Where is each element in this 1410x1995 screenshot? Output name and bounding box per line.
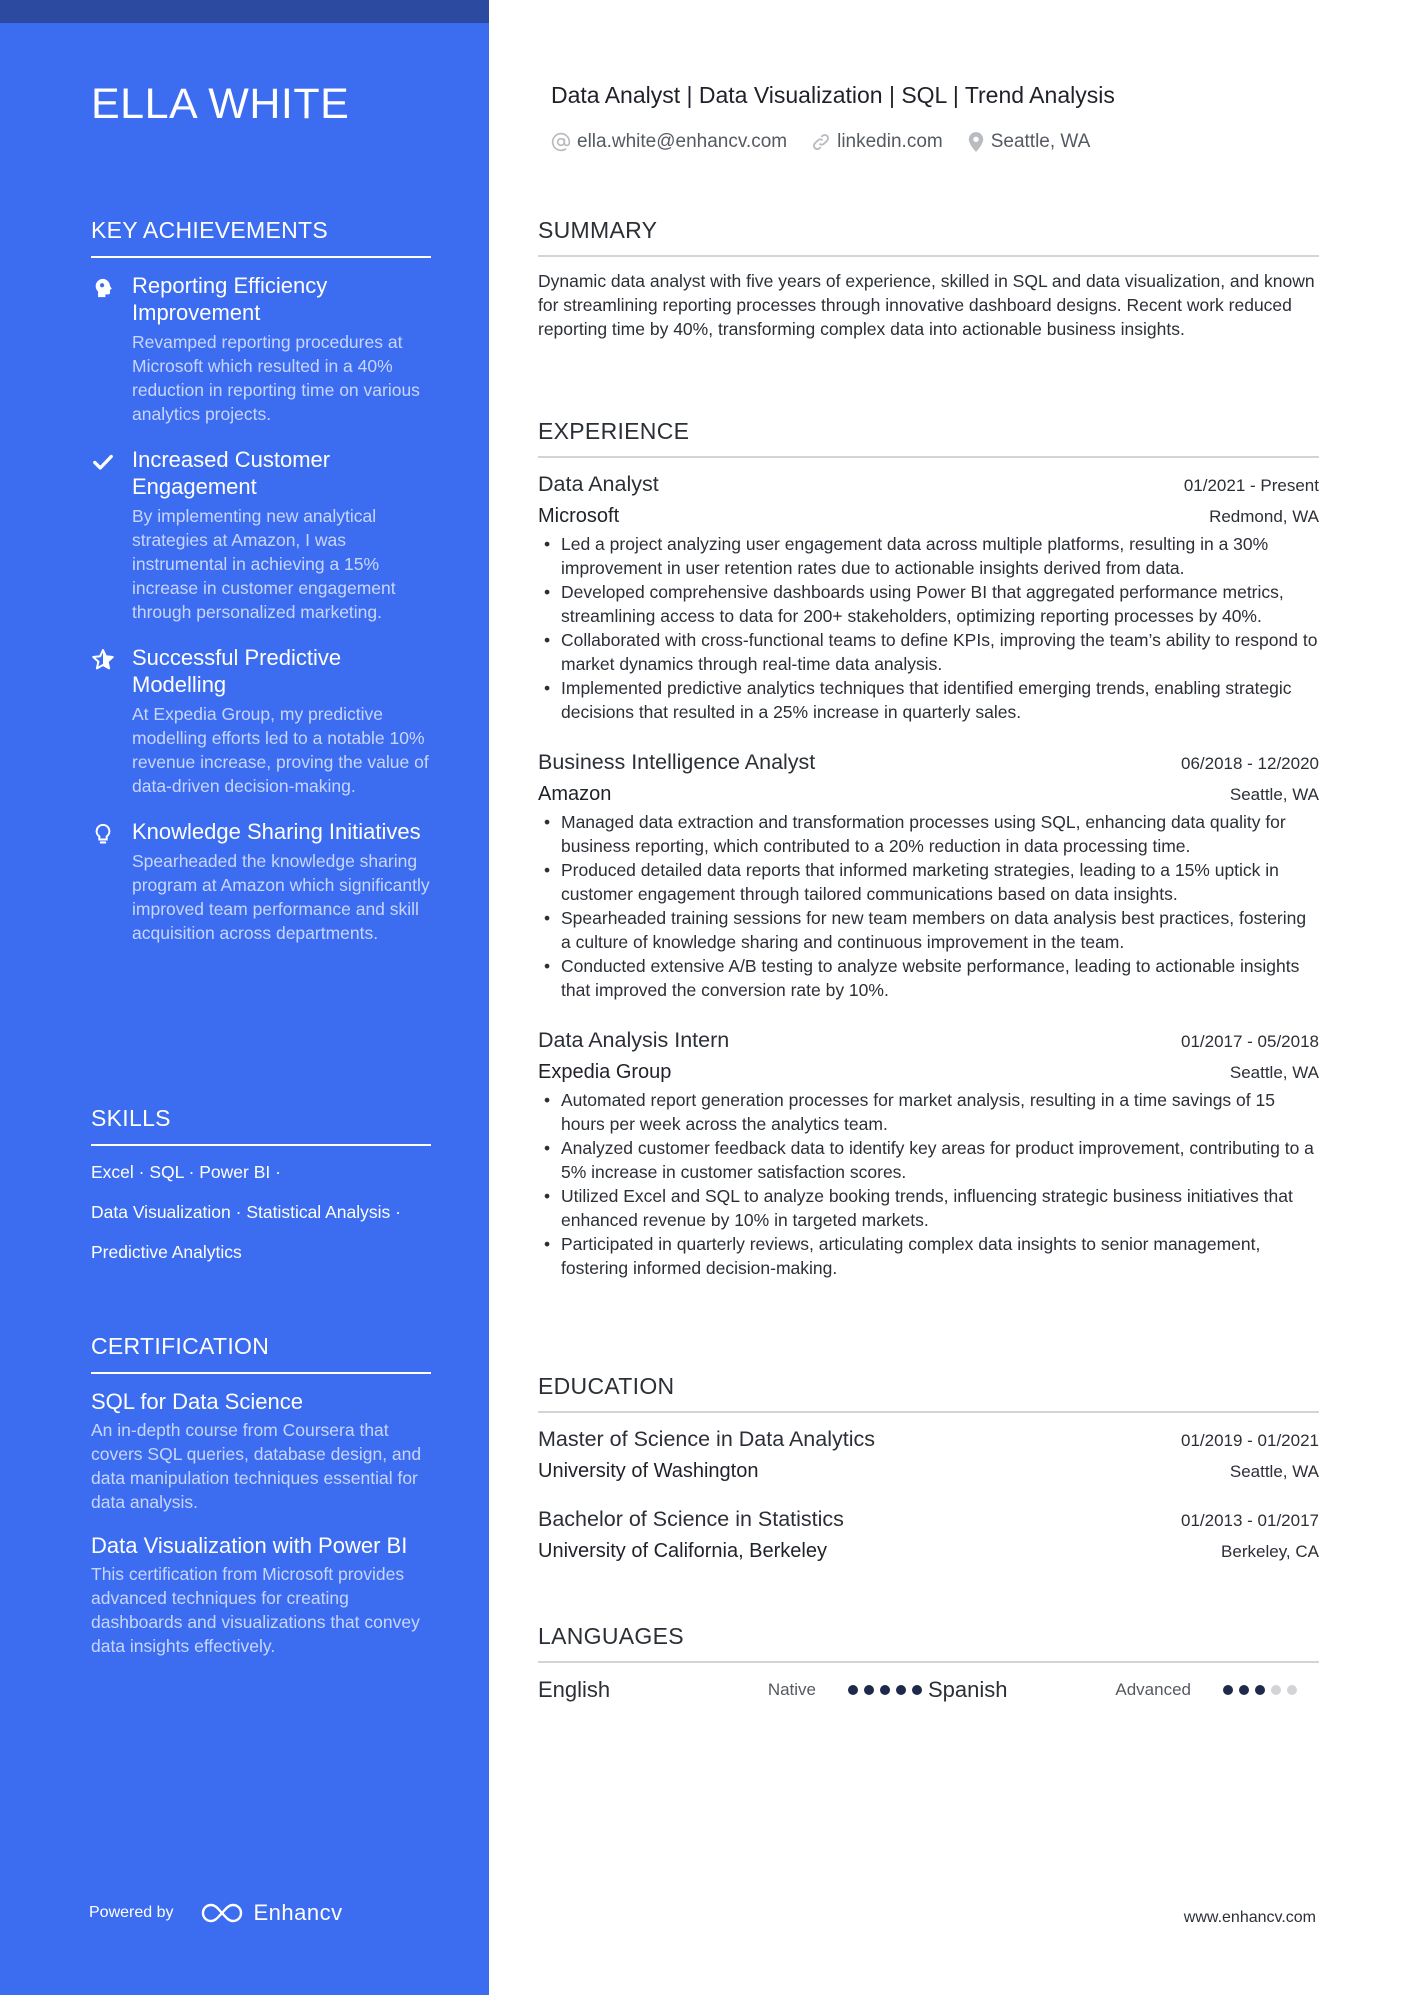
language-item [928, 1677, 1318, 1703]
sidebar [0, 0, 489, 1995]
bullet-item: • Produced detailed data reports that informed marketing strategies, leading to a 15% uptick in customer engagement through tailored communications based on data insights. [538, 858, 1319, 906]
language-rating [848, 1685, 928, 1695]
skills-line: Excel · SQL · Power BI · [91, 1162, 281, 1182]
bullet-item: • Led a project analyzing user engagement data across multiple platforms, resulting in a 30% improvement in user retention rates due to actionable insights derived from data. [538, 532, 1319, 580]
education-heading: EDUCATION [538, 1373, 1319, 1413]
rating-dot-filled [912, 1685, 922, 1695]
company-name: Expedia Group [538, 1061, 672, 1083]
job-location: Seattle, WA [1229, 785, 1319, 804]
certification-item [91, 1532, 431, 1658]
skills-section [91, 1105, 431, 1280]
experience-entry [538, 472, 1319, 724]
rating-dot-filled [896, 1685, 906, 1695]
language-rating [1223, 1685, 1303, 1695]
bullet-item: • Participated in quarterly reviews, articulating complex data insights to senior management, fostering informed decision-making. [538, 1232, 1319, 1280]
job-title: Business Intelligence Analyst [538, 750, 816, 774]
powered-by-label: Powered by [89, 1904, 174, 1921]
star-icon [91, 648, 115, 672]
enhancv-mark-icon [200, 1901, 246, 1925]
experience-section [538, 418, 1319, 1280]
experience-entry [538, 1028, 1319, 1280]
enhancv-logo[interactable] [200, 1900, 343, 1926]
job-dates: 01/2017 - 05/2018 [1180, 1032, 1319, 1051]
language-item [538, 1677, 928, 1703]
contact-email-text: ella.white@enhancv.com [577, 131, 788, 152]
summary-text: Dynamic data analyst with five years of experience, skilled in SQL and data visualization, and known for streamlining reporting processes through innovative dashboard designs. Recent work reduced reporting time by 40%, transforming complex data into actionable business insights. [538, 271, 1315, 339]
skills-heading: SKILLS [91, 1105, 431, 1146]
job-bullets [538, 1088, 1319, 1280]
achievement-description: At Expedia Group, my predictive modelling efforts led to a notable 10% revenue increase, proving the value of data-driven decision-making. [132, 704, 429, 796]
at-icon [551, 132, 571, 152]
achievement-description: Spearheaded the knowledge sharing program at Amazon which significantly improved team performance and skill acquisition across departments. [132, 851, 430, 943]
skills-list [91, 1160, 431, 1264]
language-name: Spanish [928, 1677, 1008, 1702]
contact-location [967, 131, 1091, 153]
rating-dot-filled [1223, 1685, 1233, 1695]
certification-description: An in-depth course from Coursera that covers SQL queries, database design, and data manipulation techniques essential for data analysis. [91, 1420, 422, 1512]
languages-heading: LANGUAGES [538, 1623, 1319, 1663]
contact-linkedin[interactable] [811, 131, 943, 153]
enhancv-wordmark: Enhancv [253, 1900, 343, 1925]
certification-item [91, 1388, 431, 1514]
summary-section [538, 217, 1319, 341]
contact-location-text: Seattle, WA [990, 131, 1091, 152]
experience-entry [538, 750, 1319, 1002]
location-pin-icon [967, 131, 985, 153]
summary-heading: SUMMARY [538, 217, 1319, 257]
bullet-item: • Conducted extensive A/B testing to analyze website performance, leading to actionable insights that improved the conversion rate by 10%. [538, 954, 1319, 1002]
bullet-item: • Managed data extraction and transformation processes using SQL, enhancing data quality for business reporting, which contributed to a 20% reduction in data processing time. [538, 810, 1319, 858]
bullet-item: • Utilized Excel and SQL to analyze booking trends, influencing strategic business initiatives that enhanced revenue by 10% in targeted markets. [538, 1184, 1319, 1232]
bullet-item: • Spearheaded training sessions for new team members on data analysis best practices, fostering a culture of knowledge sharing and continuous improvement in the team. [538, 906, 1319, 954]
language-name: English [538, 1677, 611, 1702]
degree-title: Bachelor of Science in Statistics [538, 1507, 844, 1531]
footer-url[interactable]: www.enhancv.com [1183, 1909, 1316, 1926]
rating-dot-empty [1287, 1685, 1297, 1695]
language-level: Native [767, 1680, 816, 1699]
key-achievements-heading: KEY ACHIEVEMENTS [91, 217, 431, 258]
school-name: University of Washington [538, 1460, 759, 1482]
contact-email[interactable] [551, 131, 787, 153]
degree-title: Master of Science in Data Analytics [538, 1427, 875, 1451]
school-location: Berkeley, CA [1221, 1542, 1319, 1561]
check-icon [91, 450, 115, 474]
languages-section [538, 1623, 1319, 1703]
education-entry [538, 1427, 1319, 1483]
certification-section [91, 1333, 431, 1676]
education-entry [538, 1507, 1319, 1563]
achievement-title: Successful Predictive Modelling [132, 645, 342, 697]
bullet-item: • Implemented predictive analytics techniques that identified emerging trends, enabling strategic decisions that resulted in a 25% increase in quarterly sales. [538, 676, 1319, 724]
key-achievements-section [91, 217, 431, 965]
achievement-description: By implementing new analytical strategies at Amazon, I was instrumental in achieving a 15% increase in customer engagement through personalized marketing. [132, 506, 396, 622]
headline: Data Analyst | Data Visualization | SQL | Trend Analysis [551, 82, 1115, 108]
job-location: Seattle, WA [1229, 1063, 1319, 1082]
education-dates: 01/2013 - 01/2017 [1180, 1511, 1319, 1530]
job-title: Data Analysis Intern [538, 1028, 730, 1052]
certification-description: This certification from Microsoft provides advanced techniques for creating dashboards and visualizations that convey data insights effectively. [91, 1564, 420, 1656]
achievement-item [91, 818, 431, 945]
job-dates: 01/2021 - Present [1183, 476, 1319, 495]
certification-heading: CERTIFICATION [91, 1333, 431, 1374]
achievement-item [91, 446, 431, 624]
sidebar-top-bar [0, 0, 489, 23]
brain-head-icon [91, 276, 115, 300]
certification-title: Data Visualization with Power BI [91, 1533, 408, 1558]
rating-dot-filled [1255, 1685, 1265, 1695]
experience-heading: EXPERIENCE [538, 418, 1319, 458]
education-dates: 01/2019 - 01/2021 [1180, 1431, 1319, 1450]
school-location: Seattle, WA [1229, 1462, 1319, 1481]
powered-by [89, 1900, 343, 1926]
job-bullets [538, 532, 1319, 724]
language-level: Advanced [1115, 1680, 1191, 1699]
bullet-item: • Developed comprehensive dashboards using Power BI that aggregated performance metrics, streamlining access to data for 200+ stakeholders, optimizing reporting processes by 40%. [538, 580, 1319, 628]
achievement-title: Reporting Efficiency Improvement [132, 273, 328, 325]
rating-dot-filled [864, 1685, 874, 1695]
lightbulb-icon [91, 822, 115, 846]
education-section [538, 1373, 1319, 1563]
achievement-description: Revamped reporting procedures at Microsoft which resulted in a 40% reduction in reporting time on various analytics projects. [132, 332, 420, 424]
achievement-item [91, 644, 431, 798]
school-name: University of California, Berkeley [538, 1540, 827, 1562]
skills-line: Predictive Analytics [91, 1242, 242, 1262]
bullet-item: • Analyzed customer feedback data to identify key areas for product improvement, contributing to a 5% increase in customer satisfaction scores. [538, 1136, 1319, 1184]
job-location: Redmond, WA [1209, 507, 1319, 526]
bullet-item: • Automated report generation processes for market analysis, resulting in a time savings of 15 hours per week across the analytics team. [538, 1088, 1319, 1136]
candidate-name: ELLA WHITE [91, 80, 350, 128]
bullet-item: • Collaborated with cross-functional teams to define KPIs, improving the team’s ability to respond to market dynamics through real-time data analysis. [538, 628, 1319, 676]
rating-dot-filled [880, 1685, 890, 1695]
certification-title: SQL for Data Science [91, 1389, 303, 1414]
achievement-title: Increased Customer Engagement [132, 447, 331, 499]
contact-bar [551, 131, 1114, 153]
job-title: Data Analyst [538, 472, 659, 496]
rating-dot-filled [848, 1685, 858, 1695]
achievement-title: Knowledge Sharing Initiatives [132, 819, 421, 844]
company-name: Amazon [538, 783, 612, 805]
job-bullets [538, 810, 1319, 1002]
job-dates: 06/2018 - 12/2020 [1180, 754, 1319, 773]
rating-dot-empty [1271, 1685, 1281, 1695]
skills-line: Data Visualization · Statistical Analysis · [91, 1202, 401, 1222]
link-icon [811, 132, 831, 152]
achievement-item [91, 272, 431, 426]
contact-linkedin-text: linkedin.com [837, 131, 943, 152]
rating-dot-filled [1239, 1685, 1249, 1695]
company-name: Microsoft [538, 505, 620, 527]
